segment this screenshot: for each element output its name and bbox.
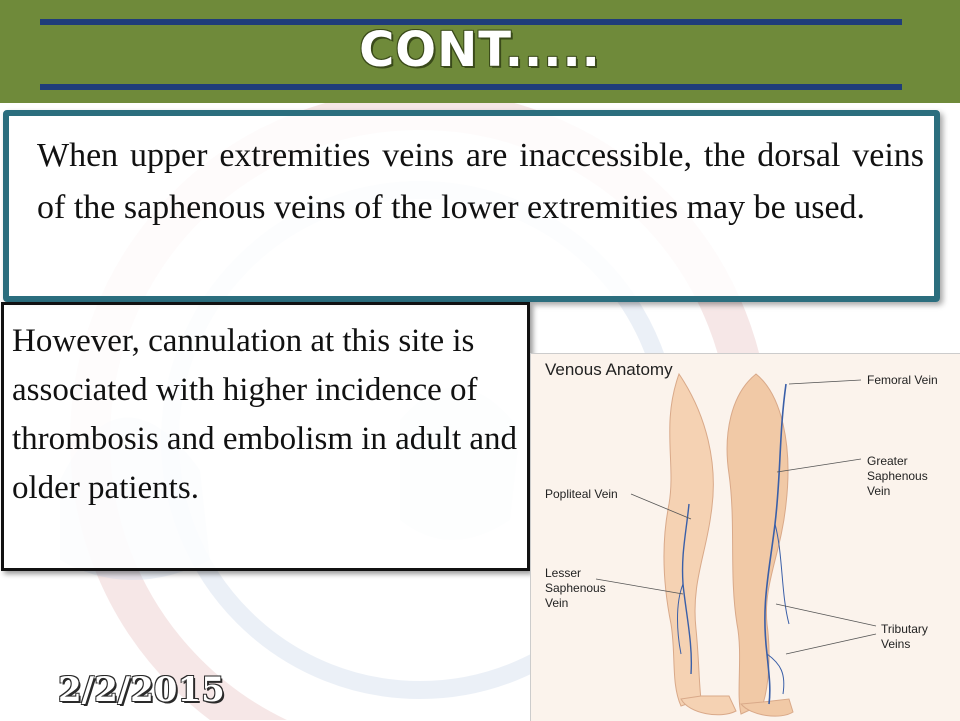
label-greater-line-1: Greater [867, 454, 908, 468]
label-tributary-line-2: Veins [881, 637, 911, 651]
figure-title: Venous Anatomy [545, 360, 673, 379]
slide-header [0, 0, 960, 103]
label-lesser-line-1: Lesser [545, 566, 582, 580]
header-bottom-rule [40, 84, 902, 90]
label-popliteal-vein: Popliteal Vein [545, 487, 618, 501]
label-femoral-vein: Femoral Vein [867, 373, 938, 387]
label-lesser-line-2: Saphenous [545, 581, 606, 595]
text-box-upper [3, 110, 940, 302]
label-greater-saphenous [867, 454, 928, 499]
label-tributary-veins [881, 622, 928, 652]
slide-date: 2/2/2015 [58, 670, 225, 710]
label-lesser-saphenous [545, 566, 606, 611]
venous-anatomy-figure [530, 353, 960, 721]
label-greater-line-3: Vein [867, 484, 891, 498]
label-greater-line-2: Saphenous [867, 469, 928, 483]
slide-title: CONT..... [359, 22, 601, 78]
text-box-lower [1, 302, 530, 571]
leg-illustration [531, 354, 960, 721]
paragraph-cannulation-risk: However, cannulation at this site is associated with higher incidence of thrombosis and embolism in adult and older patients. [12, 323, 518, 506]
paragraph-upper-extremities: When upper extremities veins are inaccessible, the dorsal veins of the saphenous veins of the lower extremities may be used. [37, 137, 924, 226]
label-tributary-line-1: Tributary [881, 622, 928, 636]
label-lesser-line-3: Vein [545, 596, 569, 610]
